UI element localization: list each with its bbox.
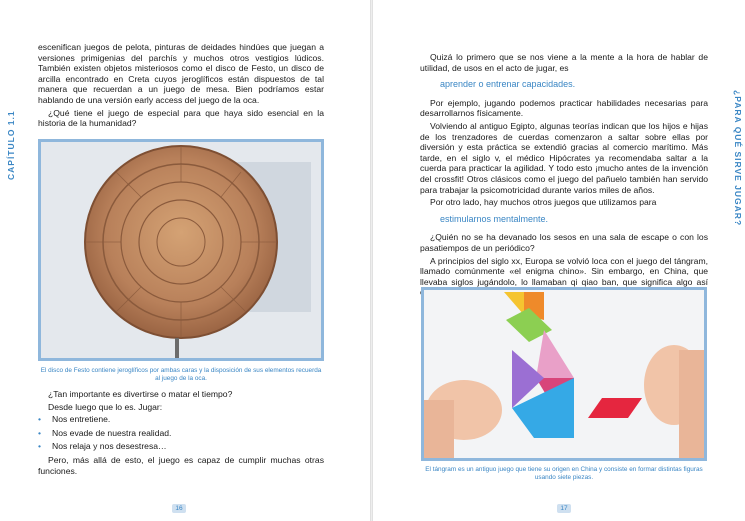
paragraph: Por ejemplo, jugando podemos practicar habilidades necesarias para desarrollarnos físicamente. xyxy=(420,97,708,119)
paragraph: A principios del siglo xx, Europa se volvió loca con el juego del tángram, llamado comúnmente «el enigma chino». Sin embargo, en China, que llevaba siglos jugándolo, lo llamaban qi qiao ban, que significa algo así xyxy=(420,255,708,287)
paragraph: Volviendo al antiguo Egipto, algunas teorías indican que los hijos e hijas de los trenzadores de cuerdas comenzaron a saltar sobre ellas por diversión y esta práctica se extendió gracias al comercio marítimo. Más tarde, en el siglo v, el médico Hipócrates ya recomendaba saltar a la cuerda para practicar la agilidad. Y todo esto ¡mucho antes de la invención del crossfit! Otros clásicos como el juego del pañuelo también han servido para trabajar la psicomotricidad durante varios miles de años. xyxy=(420,120,708,195)
section-side-label: ¿PARA QUÉ SIRVE JUGAR? xyxy=(733,90,743,227)
highlight-phrase: aprender o entrenar capacidades. xyxy=(440,79,576,90)
chapter-side-label: CAPÍTULO 1.1 xyxy=(6,110,16,180)
right-page xyxy=(373,0,745,521)
left-top-text xyxy=(38,42,324,131)
tangram-photo xyxy=(421,287,707,461)
photo-caption: El tángram es un antiguo juego que tiene su origen en China y consiste en formar distintas figuras usando siete piezas. xyxy=(425,466,703,481)
page-number: 17 xyxy=(557,504,571,513)
paragraph: ¿Qué tiene el juego de especial para que haya sido esencial en la historia de la humanidad? xyxy=(38,107,324,129)
list-item: • Nos entretiene. xyxy=(38,414,324,425)
paragraph: ¿Quién no se ha devanado los sesos en una sala de escape o con los pasatiempos de un periódico? xyxy=(420,232,708,253)
paragraph: escenifican juegos de pelota, pinturas de deidades hindúes que juegan a versiones primigenias del parchís y muchos otros vestigios lúdicos. También existen objetos misteriosos como el disco de Festo, un disco de arcilla encontrado en Creta cuyos jeroglíficos están dispuestos de tal manera que recuerdan a un juego de mesa. Bien podríamos estar hablando de una versión early access del juego de la oca. xyxy=(38,42,324,105)
right-text xyxy=(420,52,708,300)
phaistos-disc-photo xyxy=(38,139,324,361)
tangram-icon xyxy=(424,290,704,458)
bullet-list xyxy=(38,414,324,452)
photo-caption: El disco de Festo contiene jeroglíficos por ambas caras y la disposición de sus elementos recuerda al juego de la oca. xyxy=(40,367,322,382)
paragraph: ¿Tan importante es divertirse o matar el tiempo? xyxy=(48,389,233,399)
paragraph: Quizá lo primero que se nos viene a la mente a la hora de hablar de utilidad, de usos en el acto de jugar, es xyxy=(420,52,708,73)
list-item: • Nos relaja y nos desestresa… xyxy=(38,441,324,452)
left-bottom-text xyxy=(38,389,324,478)
paragraph: Desde luego que lo es. Jugar: xyxy=(48,401,163,412)
phaistos-disc-icon xyxy=(41,142,321,358)
paragraph: Por otro lado, hay muchos otros juegos que utilizamos para xyxy=(430,197,657,208)
paragraph: Pero, más allá de esto, el juego es capaz de cumplir muchas otras funciones. xyxy=(38,454,324,476)
highlight-phrase: estimularnos mentalmente. xyxy=(440,213,549,224)
page-number: 16 xyxy=(172,504,186,513)
left-page xyxy=(0,0,371,521)
list-item: • Nos evade de nuestra realidad. xyxy=(38,428,324,439)
